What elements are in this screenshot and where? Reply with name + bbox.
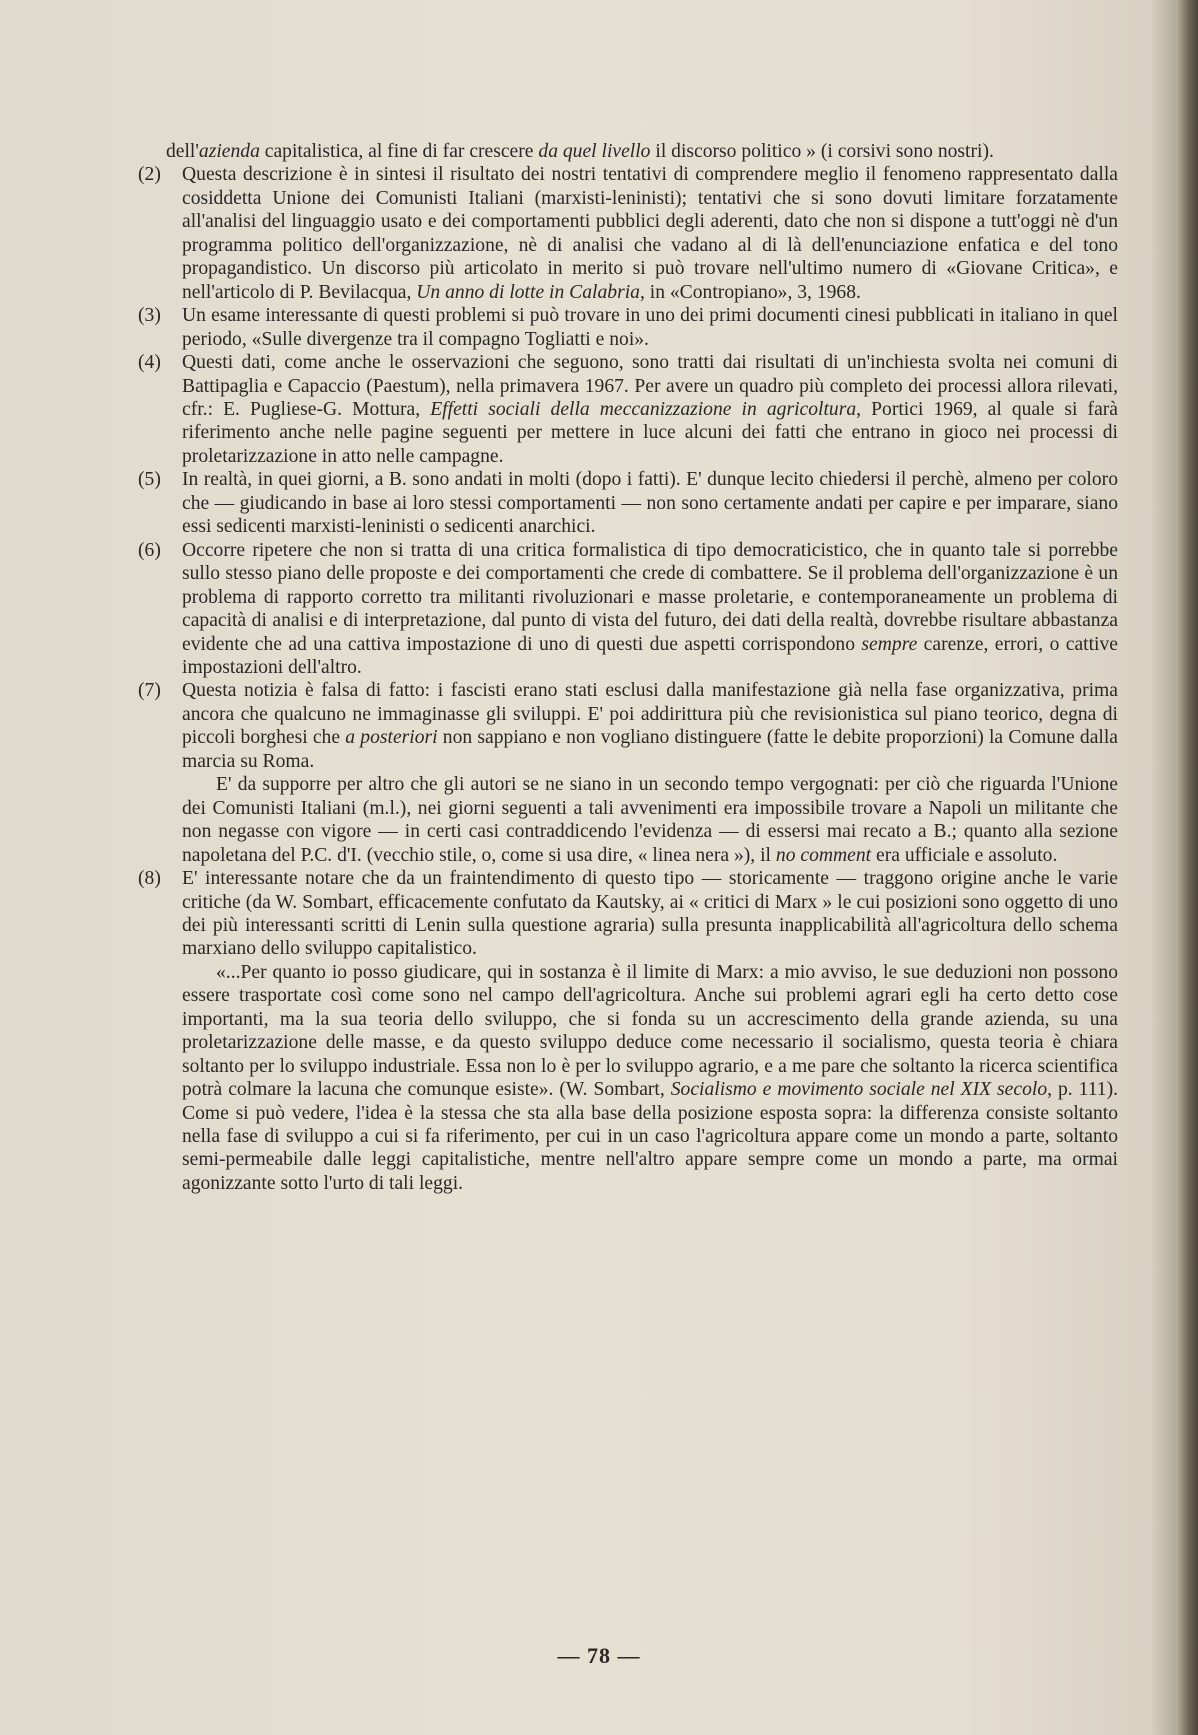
footnote-5 <box>138 468 1118 538</box>
footnote-8 <box>138 867 1118 1195</box>
footnote-2 <box>138 163 1118 304</box>
footnote-6 <box>138 539 1118 680</box>
footnote-number: (3) <box>138 305 161 327</box>
footnote-text: Occorre ripetere che non si tratta di una critica formalistica di tipo democraticistico, che in quanto tale si porrebbe sullo stesso piano delle proposte e dei comportamenti che crede di combattere. Se il problema dell'organizzazione è un problema di rapporto corretto tra militanti rivoluzionari e masse proletarie, e contemporaneamente un problema di capacità di analisi e di interpretazione, dal punto di vista del futuro, dei dati della realtà, dovrebbe risultare abbastanza evidente che ad una cattiva impostazione di uno di questi due aspetti corrispondono sempre carenze, errori, o cattive impostazioni dell'altro. <box>182 539 1118 678</box>
footnote-text: E' interessante notare che da un fraintendimento di questo tipo — storicamente — traggono origine anche le varie critiche (da W. Sombart, efficacemente confutato da Kautsky, ai « critici di Marx » le cui posizioni sono oggetto di uno dei più interessanti scritti di Lenin sulla questione agraria) sulla presunta inapplicabilità all'agricoltura dello schema marxiano dello sviluppo capitalistico. <box>182 868 1118 960</box>
footnote-text: Questa descrizione è in sintesi il risultato dei nostri tentativi di comprendere meglio il fenomeno rappresentato dalla cosiddetta Unione dei Comunisti Italiani (marxisti-leninisti); tentativi che si sono dovuti limitare forzatamente all'analisi del linguaggio usato e dei comportamenti pubblici degli aderenti, dato che non si dispone a tutt'oggi nè d'un programma politico dell'organizzazione, nè di analisi che vadano al di là dell'enunciazione enfatica e del tono propagandistico. Un discorso più articolato in merito si può trovare nell'ultimo numero di «Giovane Critica», e nell'articolo di P. Bevilacqua, Un anno di lotte in Calabria, in «Contropiano», 3, 1968. <box>182 164 1118 303</box>
footnote-number: (5) <box>138 469 161 491</box>
footnote-text: Questa notizia è falsa di fatto: i fascisti erano stati esclusi dalla manifestazione già nella fase organizzativa, prima ancora che qualcuno ne immaginasse gli sviluppi. E' poi addirittura più che revisionistica sul piano teorico, degna di piccoli borghesi che a posteriori non sappiano e non vogliano distinguere (fatte le debite proporzioni) la Comune dalla marcia su Roma. <box>182 680 1119 772</box>
footnote-text: Questi dati, come anche le osservazioni che seguono, sono tratti dai risultati di un'inchiesta svolta nei comuni di Battipaglia e Capaccio (Paestum), nella primavera 1967. Per avere un quadro più completo dei processi allora rilevati, cfr.: E. Pugliese-G. Mottura, Effetti sociali della meccanizzazione in agricoltura, Portici 1969, al quale si farà riferimento anche nelle pagine seguenti per mettere in luce alcuni dei fatti che entrano in gioco nei processi di proletarizzazione in atto nelle campagne. <box>182 352 1118 467</box>
footnote-number: (6) <box>138 539 161 561</box>
footnote-text: Un esame interessante di questi problemi si può trovare in uno dei primi documenti cinesi pubblicati in italiano in quel periodo, «Sulle divergenze tra il compagno Togliatti e noi». <box>182 305 1118 350</box>
footnote-number: (8) <box>138 868 161 890</box>
footnote-quotation: «...Per quanto io posso giudicare, qui in sostanza è il limite di Marx: a mio avviso, le sue deduzioni non possono essere trasportate così come sono nel campo dell'agricoltura. Anche sui problemi agrari egli ha certo detto cose importanti, ma la sua teoria dello sviluppo, che si fonda su un accrescimento della grande azienda, su una proletarizzazione delle masse, e da questo sviluppo deduce come necessario il socialismo, questa teoria è chiara soltanto per lo sviluppo industriale. Essa non lo è per lo sviluppo agrario, e a me pare che soltanto la ricerca scientifica potrà colmare la lacuna che comunque esiste». (W. Sombart, Socialismo e movimento sociale nel XIX secolo, p. 111). Come si può vedere, l'idea è la stessa che sta alla base della posizione esposta sopra: la differenza consiste soltanto nella fase di sviluppo a cui si fa riferimento, per cui in un caso l'agricoltura appare come un mondo a parte, soltanto semi-permeabile dalle leggi capitalistiche, mentre nell'altro appare sempre come un mondo a parte, ma ormai agonizzante sotto l'urto di tali leggi. <box>182 961 1118 1194</box>
footnote-number: (2) <box>138 164 161 186</box>
footnote-3 <box>138 304 1118 351</box>
footnote-number: (4) <box>138 352 161 374</box>
footnote-4 <box>138 351 1118 468</box>
footnote-number: (7) <box>138 680 161 702</box>
footnote-text: In realtà, in quei giorni, a B. sono andati in molti (dopo i fatti). E' dunque lecito chiedersi il perchè, almeno per coloro che — giudicando in base ai loro stessi comportamenti — non sono certamente andati per capire e per imparare, siano essi sedicenti marxisti-leninisti o sedicenti anarchici. <box>182 469 1118 538</box>
page-edge-shadow <box>1176 0 1198 1735</box>
footnote-text: E' da supporre per altro che gli autori se ne siano in un secondo tempo vergognati: per ciò che riguarda l'Unione dei Comunisti Italiani (m.l.), nei giorni seguenti a tali avvenimenti era impossibile trovare a Napoli un militante che non negasse con vigore — in certi casi contraddicendo l'evidenza — di essersi mai recato a B.; quanto alla sezione napoletana del P.C. d'I. (vecchio stile, o, come si usa dire, « linea nera »), il no comment era ufficiale e assoluto. <box>182 774 1118 866</box>
footnotes-block <box>138 140 1119 1195</box>
page-number: — 78 — <box>557 1643 641 1668</box>
footnote-7 <box>138 679 1119 867</box>
continuation-paragraph: dell'azienda capitalistica, al fine di far crescere da quel livello il discorso politico » (i corsivi sono nostri). <box>166 141 994 162</box>
